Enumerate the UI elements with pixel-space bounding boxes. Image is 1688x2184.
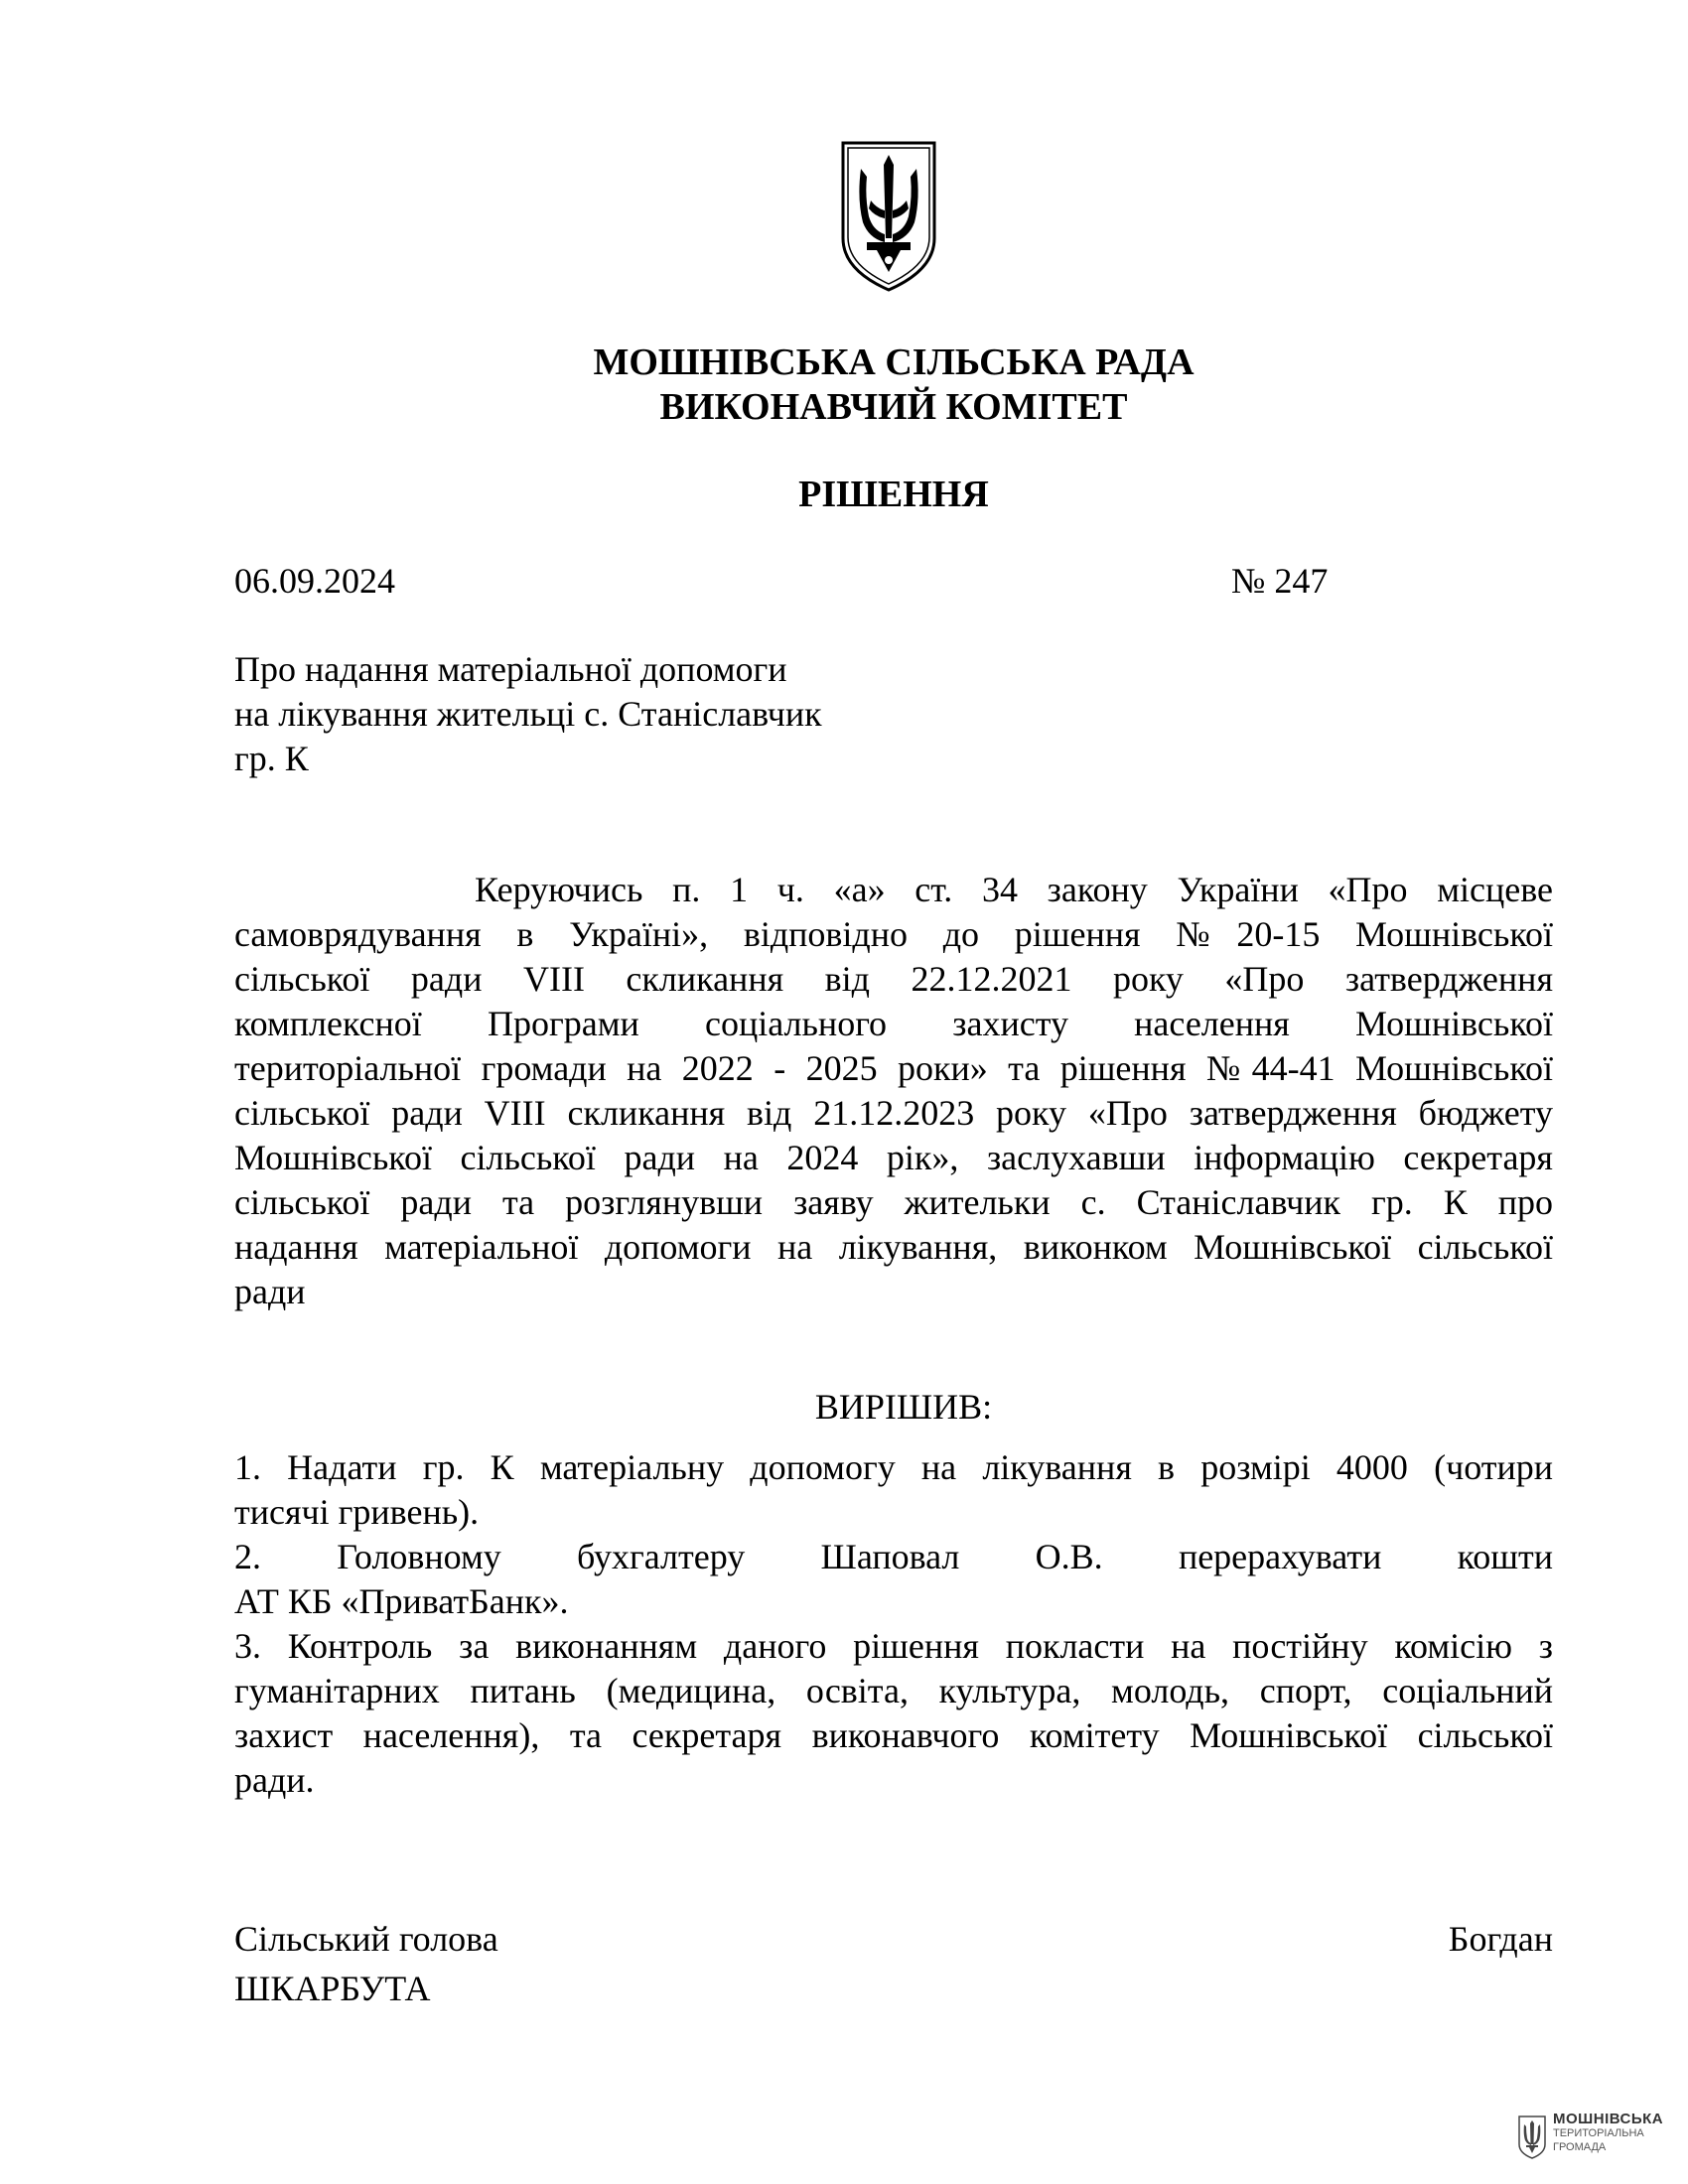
subject-line: на лікування жительці с. Станіславчик (234, 694, 822, 734)
trident-emblem-icon (837, 139, 940, 294)
community-logo (1517, 2113, 1676, 2164)
logo-line: МОШНІВСЬКА (1553, 2111, 1664, 2127)
preamble-line: Мошнівської сільської ради на 2024 рік», заслухавши інформацію секретаря (234, 1138, 1553, 1177)
document-subject (234, 647, 822, 781)
item-line: ради. (234, 1760, 315, 1800)
item-line: захист населення), та секретаря виконавчого комітету Мошнівської сільської (234, 1715, 1553, 1755)
preamble-line: комплексної Програми соціального захисту населення Мошнівської (234, 1004, 1553, 1043)
item-line: 1. Надати гр. К матеріальну допомогу на лікування в розмірі 4000 (чотири (234, 1447, 1553, 1487)
signatory-role: Сільський голова (234, 1919, 498, 1959)
trident-logo-icon (1517, 2115, 1547, 2160)
logo-line: ГРОМАДА (1553, 2141, 1607, 2153)
preamble-line: сільської ради та розглянувши заяву жительки с. Станіславчик гр. К про (234, 1182, 1553, 1222)
item-line: АТ КБ «ПриватБанк». (234, 1581, 569, 1621)
org-subdivision: ВИКОНАВЧИЙ КОМІТЕТ (659, 386, 1128, 428)
signatory-first-name: Богдан (1448, 1919, 1553, 1959)
preamble-line: Керуючись п. 1 ч. «а» ст. 34 закону України «Про місцеве (475, 870, 1553, 909)
document-number: № 247 (1231, 561, 1329, 601)
logo-text (1553, 2113, 1682, 2154)
preamble-line: сільської ради VIII скликання від 21.12.2023 року «Про затвердження бюджету (234, 1093, 1553, 1133)
item-line: гуманітарних питань (медицина, освіта, культура, молодь, спорт, соціальний (234, 1671, 1553, 1710)
preamble-line: сільської ради VIII скликання від 22.12.2021 року «Про затвердження (234, 959, 1553, 999)
logo-line: ТЕРИТОРІАЛЬНА (1553, 2127, 1644, 2139)
preamble-line: ради (234, 1272, 306, 1311)
preamble-line: територіальної громади на 2022 - 2025 роки» та рішення №44-41 Мошнівської (234, 1048, 1553, 1088)
signatory-last-name: ШКАРБУТА (234, 1969, 431, 2008)
item-line: 3. Контроль за виконанням даного рішення покласти на постійну комісію з (234, 1626, 1553, 1666)
resolution-items (234, 1445, 1553, 1803)
item-line: 2. Головному бухгалтеру Шаповал О.В. перерахувати кошти (234, 1537, 1553, 1576)
subject-line: гр. К (234, 739, 309, 778)
preamble-line: надання матеріальної допомоги на лікування, виконком Мошнівської сільської (234, 1227, 1553, 1267)
subject-line: Про надання матеріальної допомоги (234, 649, 787, 689)
item-line: тисячі гривень). (234, 1492, 480, 1532)
document-date: 06.09.2024 (234, 561, 395, 601)
preamble-line: самоврядування в Україні», відповідно до рішення №20-15 Мошнівської (234, 914, 1553, 954)
resolved-heading: ВИРІШИВ: (814, 1387, 993, 1427)
document-type: РІШЕННЯ (798, 474, 989, 515)
preamble-paragraph (234, 868, 1553, 1314)
org-name: МОШНІВСЬКА СІЛЬСЬКА РАДА (593, 341, 1195, 383)
